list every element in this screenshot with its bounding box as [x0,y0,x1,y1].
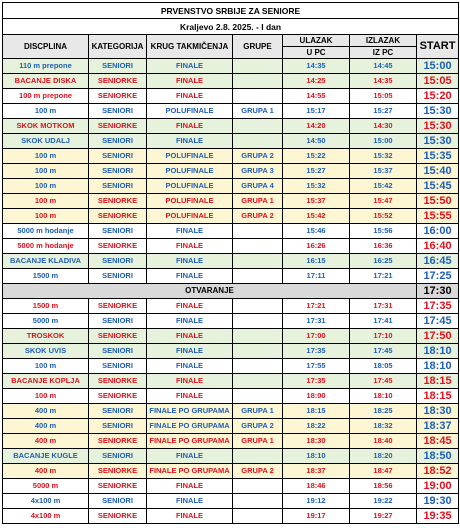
cell-kategorija: SENIORI [89,404,147,419]
col-header-start: START [417,35,459,59]
cell-grupa: GRUPA 1 [233,434,283,449]
cell-ulazak: 15:42 [283,209,350,224]
ceremony-start: 17:30 [417,284,459,299]
cell-grupa [233,74,283,89]
cell-izlazak: 15:52 [350,209,417,224]
cell-start: 17:35 [417,299,459,314]
cell-kategorija: SENIORI [89,314,147,329]
cell-disciplina: 4x100 m [3,494,89,509]
cell-start: 17:50 [417,329,459,344]
cell-start: 18:10 [417,359,459,374]
cell-disciplina: 4x100 m [3,509,89,524]
cell-start: 18:45 [417,434,459,449]
cell-izlazak: 16:36 [350,239,417,254]
cell-disciplina: 1500 m [3,269,89,284]
cell-grupa: GRUPA 2 [233,419,283,434]
table-row [3,449,459,464]
cell-disciplina: 5000 m hodanje [3,239,89,254]
cell-krug: FINALE [147,269,233,284]
col-header-grupe: GRUPE [233,35,283,59]
cell-ulazak: 14:50 [283,134,350,149]
cell-grupa: GRUPA 2 [233,464,283,479]
table-row [3,59,459,74]
cell-kategorija: SENIORI [89,419,147,434]
table-row [3,209,459,224]
cell-grupa: GRUPA 2 [233,209,283,224]
cell-disciplina: 100 m [3,359,89,374]
cell-grupa [233,329,283,344]
cell-izlazak: 19:22 [350,494,417,509]
cell-kategorija: SENIORKE [89,329,147,344]
cell-ulazak: 15:32 [283,179,350,194]
cell-start: 15:20 [417,89,459,104]
cell-disciplina: 100 m [3,389,89,404]
table-row [3,254,459,269]
cell-start: 15:35 [417,149,459,164]
cell-izlazak: 15:27 [350,104,417,119]
cell-krug: POLUFINALE [147,179,233,194]
table-row [3,479,459,494]
cell-izlazak: 18:47 [350,464,417,479]
table-row [3,269,459,284]
cell-izlazak: 18:20 [350,449,417,464]
cell-krug: FINALE PO GRUPAMA [147,464,233,479]
cell-izlazak: 15:42 [350,179,417,194]
cell-start: 15:55 [417,209,459,224]
cell-grupa [233,239,283,254]
cell-izlazak: 15:05 [350,89,417,104]
cell-ulazak: 19:17 [283,509,350,524]
cell-start: 15:45 [417,179,459,194]
col-header-izlazak: IZLAZAK [350,35,417,47]
cell-krug: FINALE [147,299,233,314]
cell-disciplina: 100 m [3,209,89,224]
cell-disciplina: BACANJE DISKA [3,74,89,89]
cell-ulazak: 18:00 [283,389,350,404]
cell-izlazak: 18:40 [350,434,417,449]
cell-grupa [233,389,283,404]
cell-grupa [233,59,283,74]
cell-grupa [233,359,283,374]
table-row [3,359,459,374]
cell-kategorija: SENIORI [89,224,147,239]
col-header-izlazak-pc: IZ PC [350,47,417,59]
subtitle-row [3,19,459,35]
cell-ulazak: 16:26 [283,239,350,254]
cell-grupa [233,374,283,389]
table-row [3,329,459,344]
cell-krug: POLUFINALE [147,164,233,179]
table-row [3,419,459,434]
cell-kategorija: SENIORKE [89,464,147,479]
header-row [3,35,459,47]
cell-grupa [233,509,283,524]
cell-disciplina: 110 m prepone [3,59,89,74]
cell-izlazak: 18:32 [350,419,417,434]
table-row [3,314,459,329]
cell-kategorija: SENIORI [89,134,147,149]
cell-krug: FINALE [147,74,233,89]
cell-kategorija: SENIORKE [89,119,147,134]
cell-krug: FINALE [147,359,233,374]
cell-krug: FINALE [147,224,233,239]
cell-krug: FINALE [147,479,233,494]
cell-start: 18:30 [417,404,459,419]
cell-ulazak: 15:27 [283,164,350,179]
cell-izlazak: 15:37 [350,164,417,179]
cell-kategorija: SENIORKE [89,374,147,389]
cell-grupa [233,344,283,359]
cell-ulazak: 17:21 [283,299,350,314]
table-row [3,179,459,194]
table-row [3,194,459,209]
cell-kategorija: SENIORI [89,449,147,464]
cell-disciplina: SKOK MOTKOM [3,119,89,134]
cell-krug: FINALE [147,494,233,509]
cell-grupa [233,119,283,134]
cell-kategorija: SENIORKE [89,89,147,104]
col-header-ulazak: ULAZAK [283,35,350,47]
cell-krug: FINALE [147,389,233,404]
cell-krug: FINALE [147,314,233,329]
cell-start: 17:25 [417,269,459,284]
cell-disciplina: SKOK UVIS [3,344,89,359]
cell-disciplina: 400 m [3,434,89,449]
cell-start: 19:35 [417,509,459,524]
cell-izlazak: 15:32 [350,149,417,164]
cell-disciplina: 100 m [3,194,89,209]
cell-grupa: GRUPA 4 [233,179,283,194]
schedule-sheet [2,2,458,524]
page-subtitle: Kraljevo 2.8. 2025. - I dan [3,19,459,35]
cell-grupa: GRUPA 2 [233,149,283,164]
cell-grupa: GRUPA 1 [233,104,283,119]
cell-disciplina: 1500 m [3,299,89,314]
cell-izlazak: 18:56 [350,479,417,494]
cell-start: 15:40 [417,164,459,179]
cell-kategorija: SENIORKE [89,479,147,494]
cell-izlazak: 17:31 [350,299,417,314]
table-row [3,434,459,449]
cell-ulazak: 17:31 [283,314,350,329]
cell-kategorija: SENIORKE [89,74,147,89]
cell-izlazak: 14:45 [350,59,417,74]
cell-start: 15:05 [417,74,459,89]
table-row [3,389,459,404]
cell-ulazak: 17:35 [283,344,350,359]
cell-ulazak: 15:46 [283,224,350,239]
cell-izlazak: 17:10 [350,329,417,344]
table-row [3,74,459,89]
cell-izlazak: 15:00 [350,134,417,149]
cell-izlazak: 16:25 [350,254,417,269]
cell-ulazak: 18:37 [283,464,350,479]
ceremony-label: OTVARANJE [3,284,417,299]
cell-grupa [233,134,283,149]
col-header-krug: KRUG TAKMIČENJA [147,35,233,59]
cell-ulazak: 15:22 [283,149,350,164]
table-row [3,134,459,149]
cell-ulazak: 17:00 [283,329,350,344]
cell-disciplina: 5000 m hodanje [3,224,89,239]
cell-kategorija: SENIORKE [89,389,147,404]
cell-krug: FINALE [147,119,233,134]
cell-start: 18:50 [417,449,459,464]
cell-kategorija: SENIORI [89,344,147,359]
cell-disciplina: 400 m [3,464,89,479]
cell-start: 15:00 [417,59,459,74]
cell-ulazak: 18:15 [283,404,350,419]
cell-start: 18:52 [417,464,459,479]
cell-izlazak: 18:05 [350,359,417,374]
cell-disciplina: TROSKOK [3,329,89,344]
cell-izlazak: 17:21 [350,269,417,284]
cell-ulazak: 14:55 [283,89,350,104]
cell-grupa [233,479,283,494]
table-row [3,89,459,104]
cell-kategorija: SENIORI [89,179,147,194]
cell-start: 15:30 [417,134,459,149]
cell-grupa [233,224,283,239]
cell-izlazak: 18:10 [350,389,417,404]
cell-disciplina: 100 m prepone [3,89,89,104]
page-title: PRVENSTVO SRBIJE ZA SENIORE [3,3,459,19]
cell-disciplina: 400 m [3,419,89,434]
col-header-ulazak-pc: U PC [283,47,350,59]
cell-start: 15:30 [417,119,459,134]
cell-start: 18:15 [417,389,459,404]
table-row [3,464,459,479]
table-row [3,119,459,134]
cell-grupa [233,314,283,329]
cell-izlazak: 14:30 [350,119,417,134]
cell-kategorija: SENIORKE [89,299,147,314]
cell-krug: FINALE PO GRUPAMA [147,419,233,434]
cell-krug: FINALE PO GRUPAMA [147,404,233,419]
cell-grupa: GRUPA 3 [233,164,283,179]
cell-krug: FINALE [147,374,233,389]
cell-start: 18:10 [417,344,459,359]
cell-izlazak: 17:45 [350,344,417,359]
cell-ulazak: 14:25 [283,74,350,89]
cell-izlazak: 19:27 [350,509,417,524]
cell-kategorija: SENIORI [89,359,147,374]
table-row [3,494,459,509]
cell-krug: POLUFINALE [147,104,233,119]
cell-krug: FINALE [147,89,233,104]
cell-krug: FINALE [147,509,233,524]
table-row [3,404,459,419]
ceremony-row [3,284,459,299]
cell-krug: FINALE [147,59,233,74]
cell-krug: FINALE [147,134,233,149]
cell-kategorija: SENIORI [89,164,147,179]
title-row [3,3,459,19]
cell-krug: POLUFINALE [147,209,233,224]
cell-ulazak: 17:11 [283,269,350,284]
cell-start: 16:45 [417,254,459,269]
cell-kategorija: SENIORI [89,254,147,269]
cell-ulazak: 15:17 [283,104,350,119]
cell-start: 16:00 [417,224,459,239]
cell-disciplina: 5000 m [3,314,89,329]
cell-start: 18:37 [417,419,459,434]
cell-izlazak: 18:25 [350,404,417,419]
table-row [3,299,459,314]
col-header-disciplina: DISCPLINA [3,35,89,59]
cell-izlazak: 17:45 [350,374,417,389]
cell-kategorija: SENIORKE [89,209,147,224]
cell-ulazak: 14:20 [283,119,350,134]
cell-krug: POLUFINALE [147,194,233,209]
table-row [3,224,459,239]
cell-krug: FINALE [147,344,233,359]
cell-grupa [233,254,283,269]
cell-krug: POLUFINALE [147,149,233,164]
cell-start: 18:15 [417,374,459,389]
cell-ulazak: 17:55 [283,359,350,374]
cell-kategorija: SENIORI [89,269,147,284]
cell-ulazak: 14:35 [283,59,350,74]
cell-krug: FINALE [147,239,233,254]
cell-grupa [233,299,283,314]
cell-ulazak: 15:37 [283,194,350,209]
cell-ulazak: 18:30 [283,434,350,449]
cell-kategorija: SENIORKE [89,434,147,449]
cell-ulazak: 17:35 [283,374,350,389]
cell-kategorija: SENIORKE [89,194,147,209]
cell-izlazak: 15:56 [350,224,417,239]
cell-disciplina: 100 m [3,149,89,164]
cell-grupa: GRUPA 1 [233,404,283,419]
cell-disciplina: BACANJE KOPLJA [3,374,89,389]
cell-izlazak: 15:47 [350,194,417,209]
table-row [3,239,459,254]
cell-kategorija: SENIORKE [89,509,147,524]
cell-start: 15:50 [417,194,459,209]
cell-disciplina: 5000 m [3,479,89,494]
cell-grupa [233,89,283,104]
cell-krug: FINALE [147,254,233,269]
col-header-kategorija: KATEGORIJA [89,35,147,59]
table-row [3,509,459,524]
cell-kategorija: SENIORI [89,104,147,119]
cell-izlazak: 17:41 [350,314,417,329]
cell-ulazak: 16:15 [283,254,350,269]
cell-disciplina: 400 m [3,404,89,419]
cell-izlazak: 14:35 [350,74,417,89]
table-row [3,374,459,389]
cell-disciplina: BACANJE KLADIVA [3,254,89,269]
cell-start: 16:40 [417,239,459,254]
cell-start: 19:30 [417,494,459,509]
table-row [3,164,459,179]
cell-disciplina: 100 m [3,104,89,119]
cell-grupa [233,494,283,509]
cell-disciplina: 100 m [3,179,89,194]
schedule-table [2,2,459,524]
table-row [3,344,459,359]
table-row [3,149,459,164]
cell-ulazak: 18:22 [283,419,350,434]
cell-ulazak: 18:10 [283,449,350,464]
cell-disciplina: BACANJE KUGLE [3,449,89,464]
cell-kategorija: SENIORI [89,494,147,509]
cell-ulazak: 18:46 [283,479,350,494]
cell-kategorija: SENIORKE [89,239,147,254]
cell-grupa [233,269,283,284]
cell-krug: FINALE [147,329,233,344]
cell-disciplina: SKOK UDALJ [3,134,89,149]
cell-krug: FINALE PO GRUPAMA [147,434,233,449]
cell-kategorija: SENIORI [89,149,147,164]
table-row [3,104,459,119]
cell-start: 15:30 [417,104,459,119]
cell-disciplina: 100 m [3,164,89,179]
cell-start: 19:00 [417,479,459,494]
cell-krug: FINALE [147,449,233,464]
cell-start: 17:45 [417,314,459,329]
cell-kategorija: SENIORI [89,59,147,74]
cell-grupa [233,449,283,464]
cell-grupa: GRUPA 1 [233,194,283,209]
cell-ulazak: 19:12 [283,494,350,509]
